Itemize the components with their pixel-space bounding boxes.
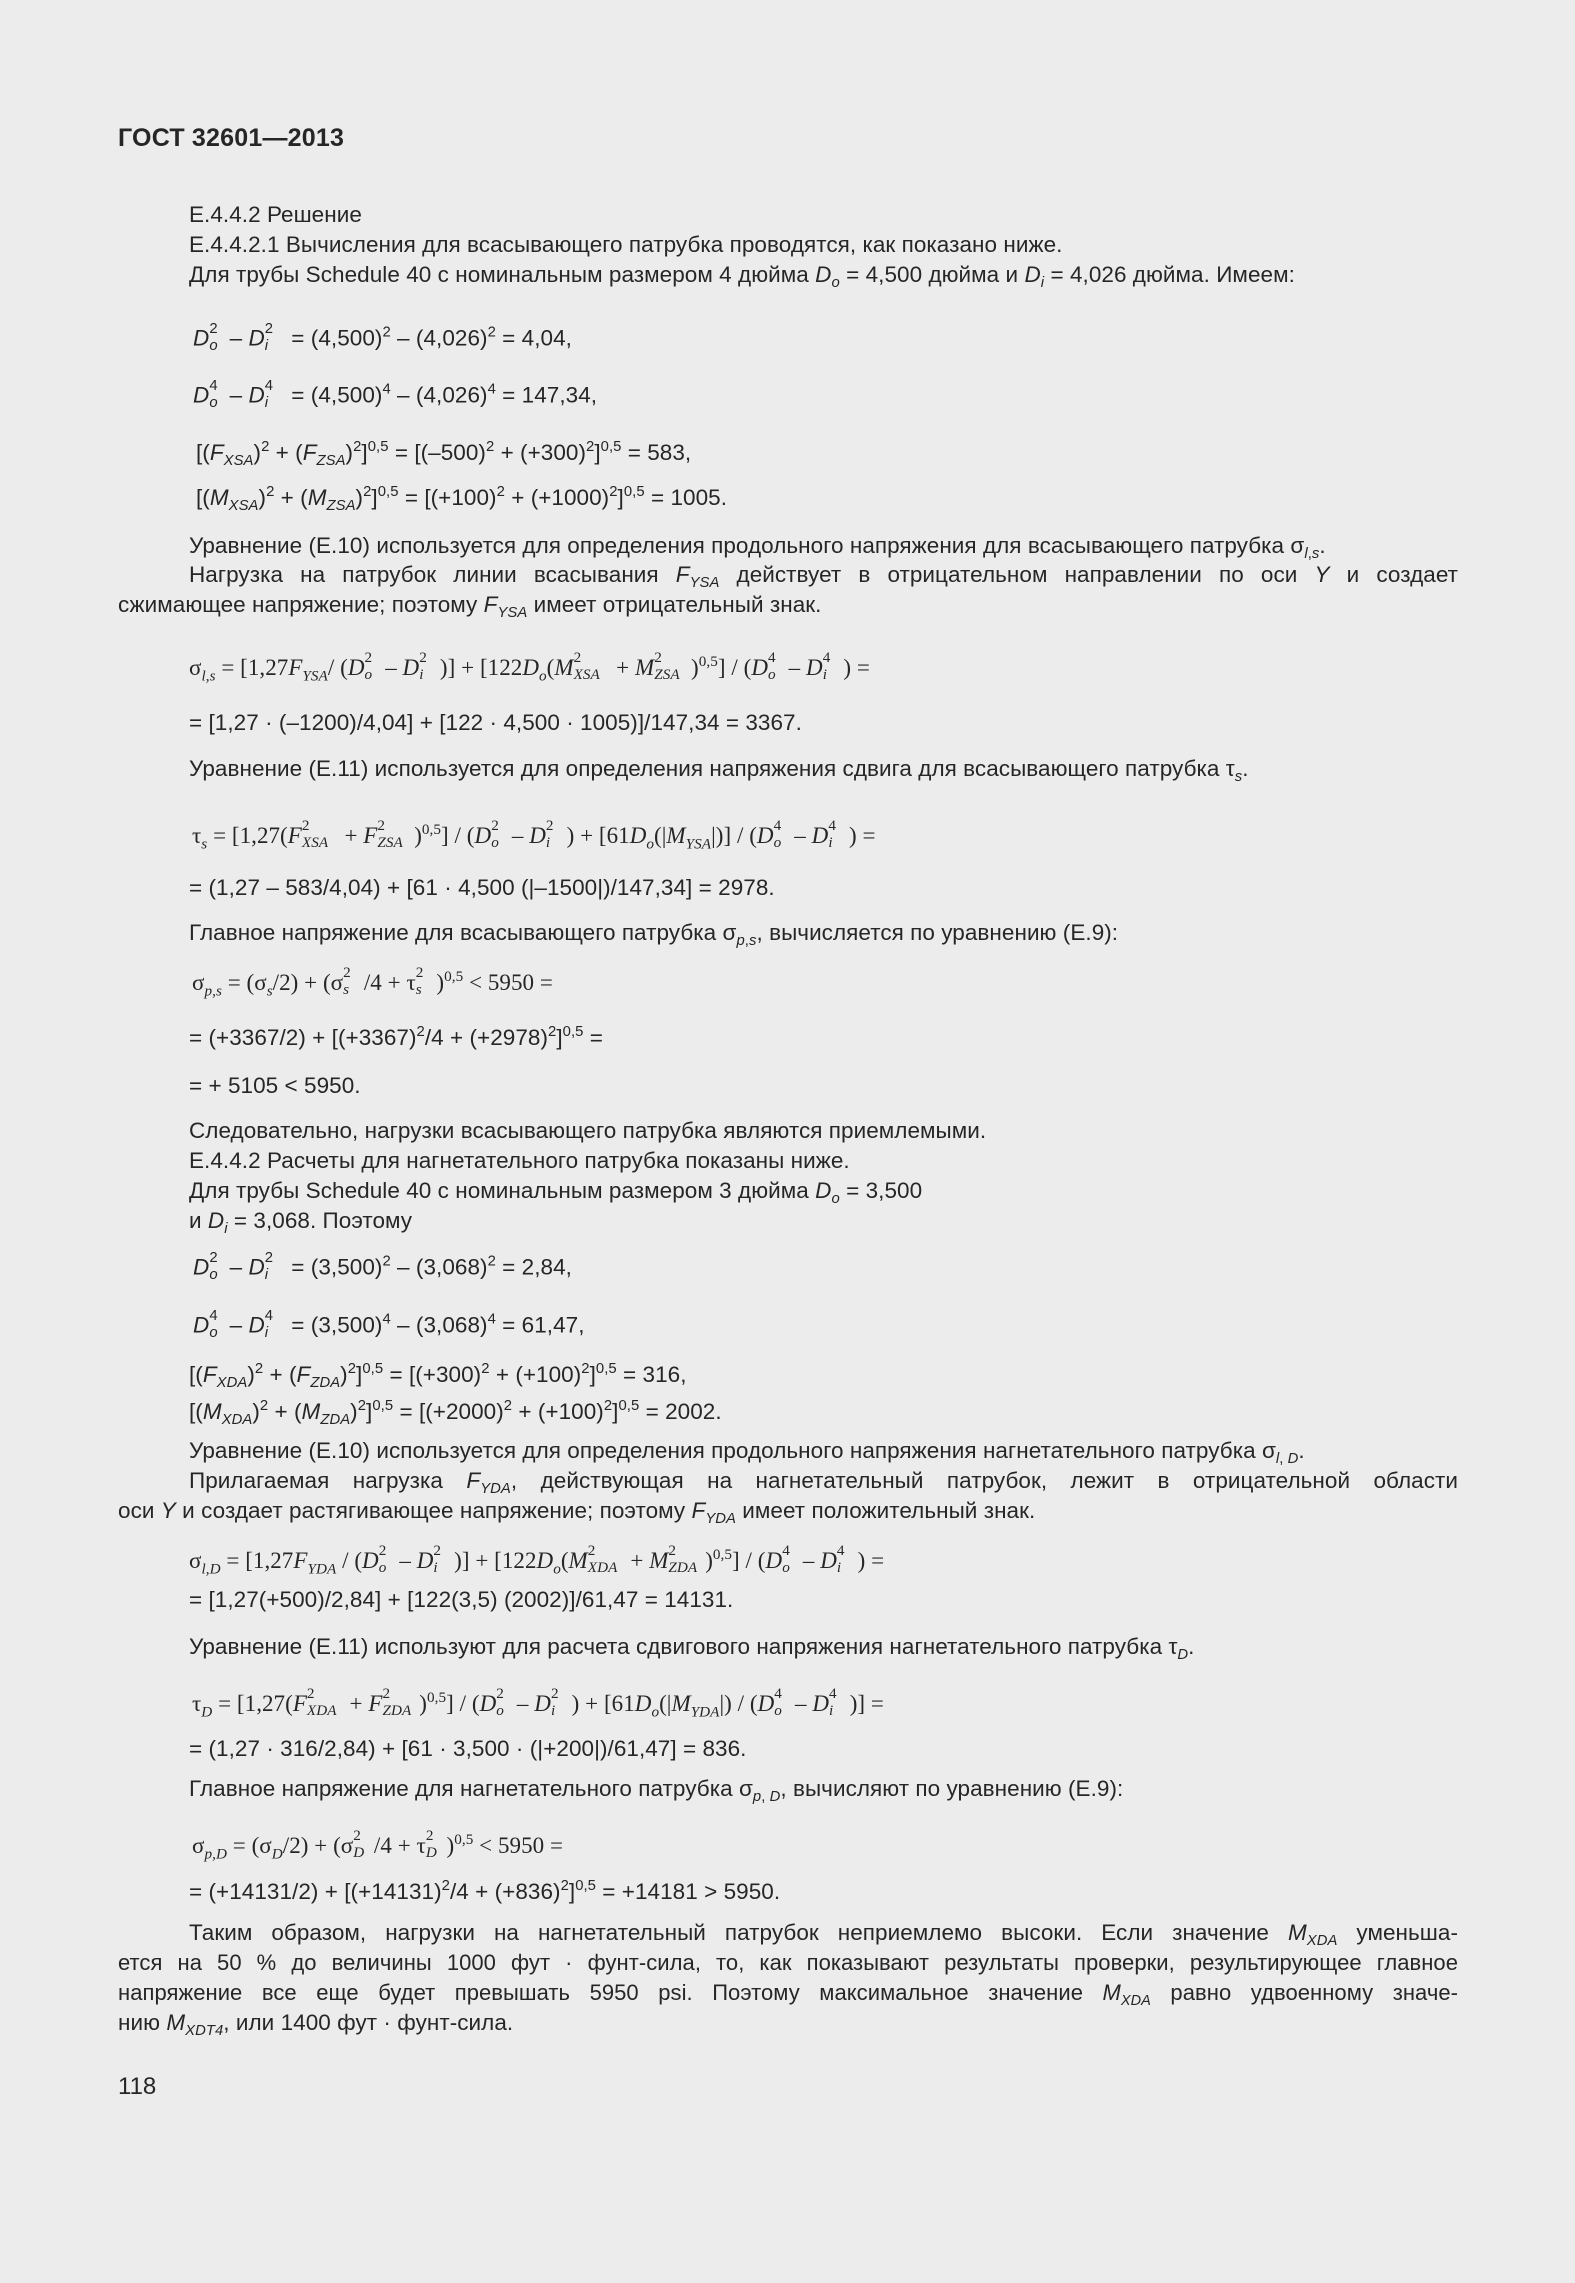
- paragraph: напряжение все еще будет превышать 5950 psi. Поэтому максимальное значение $M_{XDA}$ равно удвоенному значе-: [118, 1980, 1459, 2010]
- paragraph: Для трубы Schedule 40 с номинальным размером 3 дюйма $D_o = 3,500$: [189, 1178, 923, 1208]
- equation: $[(M_{XSA})^2 + (M_{ZSA})^2]^{0,5} = [(+100)^2 + (+1000)^2]^{0,5} = 1005$.: [196, 484, 728, 515]
- calculation: = [1,27(+500)/2,84] + [122(3,5) (2002)]/61,47 = 14131.: [189, 1587, 734, 1612]
- paragraph: Главное напряжение для нагнетательного патрубка $\sigma_{p, D}$, вычисляют по уравнению (Е.9):: [189, 1776, 1124, 1806]
- paragraph: Главное напряжение для всасывающего патрубка $\sigma_{p,s}$, вычисляется по уравнению (Е.9):: [189, 920, 1119, 950]
- paragraph: Уравнение (Е.10) используется для определения продольного напряжения нагнетательного патрубка $\sigma_{l, D}$.: [189, 1438, 1305, 1468]
- paragraph: оси Y и создает растягивающее напряжение; поэтому $F_{YDA}$ имеет положительный знак.: [118, 1498, 1036, 1528]
- formula-shear-stress-suction: $\tau_s = [1,27(F$ 2 XSA + F 2 ZSA )$^{0,5}$] / (D 2 o – D 2 i ) + $[61D_o(|M_{YSA}|)] / (D$ 4 o – D 4 i ) =: [192, 816, 876, 853]
- page-number: 118: [118, 2073, 157, 2100]
- formula-longitudinal-stress-suction: $\sigma_{l,s} = [1,27F_{YSA}/$ (D 2 o – D 2 i )] + [$122D_o(M$ 2 XSA + M 2 ZSA )$^{0,5}$] / (D 4 o – D 4 i ) =: [189, 648, 870, 685]
- calculation: = (1,27 – 583/4,04) + [61 · 4,500 (|–1500|)/147,34] = 2978.: [189, 875, 775, 900]
- calculation: = $(+14131/2) + [(+14131)^2/4 + (+836)^2]^{0,5} = +14181 > 5950$.: [189, 1878, 781, 1904]
- equation: $[(F_{XSA})^2 + (F_{ZSA})^2]^{0,5} = [(-500)^2 + (+300)^2]^{0,5} = 583$,: [196, 439, 692, 470]
- calculation: = (1,27 · 316/2,84) + [61 · 3,500 · (|+200|)/61,47] = 836.: [189, 1736, 747, 1761]
- paragraph: Нагрузка на патрубок линии всасывания $F_{YSA}$ действует в отрицательном направлении по оси Y и создает: [189, 562, 1458, 592]
- paragraph: и $D_i = 3,068$. Поэтому: [189, 1208, 413, 1238]
- paragraph: Уравнение (Е.11) используют для расчета сдвигового напряжения нагнетательного патрубка $\tau_D$.: [189, 1634, 1195, 1664]
- paragraph: Прилагаемая нагрузка $F_{YDA}$, действующая на нагнетательный патрубок, лежит в отрицательной области: [189, 1468, 1458, 1498]
- paragraph: сжимающее напряжение; поэтому $F_{YSA}$ имеет отрицательный знак.: [118, 592, 822, 622]
- formula-shear-stress-discharge: $\tau_D = [1,27(F$ 2 XDA + F 2 ZDA )$^{0,5}$] / (D 2 o – D 2 i ) + [$61D_o(|M_{YDA}|) / (D$ 4 o – D 4 i )] =: [192, 1684, 884, 1721]
- calculation: = + 5105 < 5950.: [189, 1073, 361, 1098]
- paragraph: нию $M_{XDT4}$, или 1400 фут · фунт-сила.: [118, 2010, 514, 2040]
- paragraph: ется на 50 % до величины 1000 фут · фунт-сила, то, как показывают результаты проверки, результирующее главное: [118, 1950, 1458, 1975]
- paragraph: Уравнение (Е.11) используется для определения напряжения сдвига для всасывающего патрубка $\tau_s$.: [189, 756, 1249, 786]
- formula-principal-stress-discharge: $\sigma_{p,D} = (\sigma_D/2) + (\sigma$ 2 D /4 + τ 2 D )$^{0,5}$ < 5950 =: [192, 1826, 564, 1863]
- equation: D 2 o – D 2 i = $(4,500)^2 - (4,026)^2 = 4,04$,: [193, 320, 572, 355]
- equation: D 4 o – D 4 i = $(4,500)^4 - (4,026)^4 = 147,34$,: [193, 377, 598, 412]
- paragraph: Следовательно, нагрузки всасывающего патрубка являются приемлемыми.: [189, 1118, 987, 1143]
- formula-longitudinal-stress-discharge: $\sigma_{l,D} = [1,27F_{YDA} / (D$ 2 o – D 2 i )] + [$122D_o(M$ 2 XDA + M 2 ZDA )$^{0,5}$] / (D 4 o – D 4 i ) =: [189, 1541, 885, 1578]
- paragraph: Таким образом, нагрузки на нагнетательный патрубок неприемлемо высоки. Если значение $M_{XDA}$ уменьша-: [189, 1920, 1459, 1950]
- document-header: ГОСТ 32601—2013: [118, 124, 345, 152]
- equation: D 4 o – D 4 i = $(3,500)^4 - (3,068)^4 = 61,47$,: [193, 1307, 585, 1342]
- calculation: = $(+3367/2) + [(+3367)^2/4 + (+2978)^2]^{0,5}$ =: [189, 1024, 603, 1050]
- paragraph: Для трубы Schedule 40 с номинальным размером 4 дюйма $D_o = 4,500$ дюйма и $D_i = 4,026$ дюйма. Имеем:: [189, 262, 1295, 292]
- formula-principal-stress-suction: $\sigma_{p,s} = (\sigma_s/2) + (\sigma$ 2 s /4 + τ 2 s )$^{0,5}$ < 5950 =: [192, 963, 553, 1000]
- calculation: = [1,27 · (–1200)/4,04] + [122 · 4,500 · 1005)]/147,34 = 3367.: [189, 710, 802, 735]
- equation: $[(M_{XDA})^2 + (M_{ZDA})^2]^{0,5} = [(+2000)^2 + (+100)^2]^{0,5} = 2002$.: [189, 1398, 722, 1429]
- paragraph: Е.4.4.2.1 Вычисления для всасывающего патрубка проводятся, как показано ниже.: [189, 232, 1063, 257]
- equation: D 2 o – D 2 i = $(3,500)^2 - (3,068)^2 = 2,84$,: [193, 1249, 572, 1284]
- equation: $[(F_{XDA})^2 + (F_{ZDA})^2]^{0,5} = [(+300)^2 + (+100)^2]^{0,5} = 316$,: [189, 1361, 687, 1392]
- section-heading: Е.4.4.2 Решение: [189, 202, 362, 227]
- section-heading: Е.4.4.2 Расчеты для нагнетательного патрубка показаны ниже.: [189, 1148, 850, 1173]
- paragraph: Уравнение (Е.10) используется для определения продольного напряжения для всасывающего патрубка $\sigma_{l,s}$.: [189, 533, 1326, 563]
